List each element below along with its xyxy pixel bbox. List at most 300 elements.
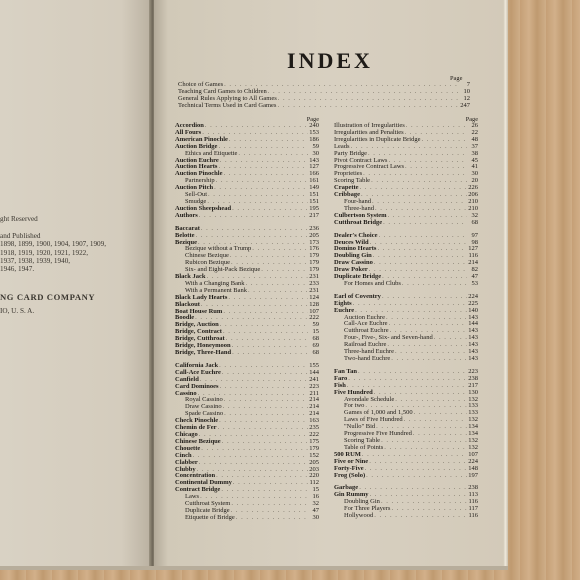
leader-dots bbox=[238, 151, 308, 158]
page-column-header: Page bbox=[450, 75, 463, 82]
index-entry bbox=[334, 294, 478, 301]
entry-page-number: 132 bbox=[468, 395, 478, 403]
entry-page-number: 210 bbox=[468, 204, 478, 212]
entry-page-number: 151 bbox=[309, 191, 319, 199]
entry-page-number: 47 bbox=[471, 273, 478, 281]
entry-page-number: 22 bbox=[471, 128, 478, 136]
entry-label: Progressive Contract Laws bbox=[334, 163, 405, 171]
entry-label: Laws bbox=[185, 493, 200, 501]
leader-dots bbox=[223, 309, 308, 316]
entry-page-number: 48 bbox=[471, 135, 478, 143]
leader-dots bbox=[220, 158, 308, 165]
entry-label: Chouette bbox=[175, 444, 201, 452]
entry-label: Auction Pitch bbox=[175, 184, 214, 192]
entry-page-number: 144 bbox=[309, 368, 319, 376]
leader-dots bbox=[414, 410, 467, 417]
entry-label: Cinch bbox=[175, 451, 192, 459]
index-subentry bbox=[334, 281, 478, 288]
entry-label: Concentration bbox=[175, 472, 216, 480]
index-entry bbox=[175, 309, 319, 316]
entry-label: Check Pinochle bbox=[175, 417, 219, 425]
entry-label: Sell-Out bbox=[185, 191, 208, 199]
entry-page-number: 16 bbox=[312, 493, 319, 501]
entry-label: Continental Dummy bbox=[175, 479, 232, 487]
entry-page-number: 217 bbox=[309, 211, 319, 219]
entry-label: Black Jack bbox=[175, 273, 206, 281]
entry-label: Clabber bbox=[175, 458, 198, 466]
entry-page-number: 175 bbox=[309, 437, 319, 445]
leader-dots bbox=[353, 301, 467, 308]
leader-dots bbox=[221, 487, 308, 494]
entry-page-number: 238 bbox=[468, 484, 478, 492]
entry-page-number: 7 bbox=[466, 81, 470, 88]
entry-page-number: 134 bbox=[468, 423, 478, 431]
index-entry bbox=[334, 369, 478, 376]
entry-label: Earl of Coventry bbox=[334, 292, 381, 300]
leader-dots bbox=[369, 267, 467, 274]
leader-dots bbox=[371, 178, 467, 185]
leader-dots bbox=[208, 192, 308, 199]
book-bottom-edge bbox=[0, 566, 508, 570]
entry-label: Four-, Five-, Six- and Seven-hand bbox=[344, 334, 433, 342]
entry-page-number: 149 bbox=[309, 184, 319, 192]
entry-page-number: 128 bbox=[309, 300, 319, 308]
entry-label: Etiquette of Bridge bbox=[185, 513, 235, 521]
entry-label: California Jack bbox=[175, 361, 219, 369]
entry-page-number: 144 bbox=[468, 320, 478, 328]
leader-dots bbox=[268, 89, 459, 96]
entry-page-number: 179 bbox=[309, 266, 319, 274]
entry-page-number: 98 bbox=[471, 238, 478, 246]
entry-page-number: 236 bbox=[309, 224, 319, 232]
leader-dots bbox=[404, 417, 467, 424]
entry-page-number: 20 bbox=[471, 177, 478, 185]
entry-label: Chemin de Fer bbox=[175, 424, 217, 432]
entry-page-number: 186 bbox=[309, 135, 319, 143]
entry-label: Irregularities and Penalties bbox=[334, 128, 404, 136]
index-entry bbox=[334, 137, 478, 144]
index-entry bbox=[334, 301, 478, 308]
leader-dots bbox=[223, 329, 308, 336]
entry-page-number: 214 bbox=[309, 396, 319, 404]
entry-label: Hollywood bbox=[344, 512, 374, 520]
entry-page-number: 222 bbox=[309, 430, 319, 438]
leader-dots bbox=[216, 178, 308, 185]
entry-page-number: 130 bbox=[468, 388, 478, 396]
entry-label: Card Dominoes bbox=[175, 382, 219, 390]
entry-label: Three-hand Euchre bbox=[344, 348, 394, 356]
entry-label: Chinese Bezique bbox=[185, 252, 229, 260]
leader-dots bbox=[220, 322, 308, 329]
entry-page-number: 143 bbox=[468, 313, 478, 321]
entry-label: Authors bbox=[175, 211, 198, 219]
leader-dots bbox=[229, 137, 308, 144]
entry-label: "Nullo" Bid bbox=[344, 423, 376, 431]
entry-page-number: 132 bbox=[468, 436, 478, 444]
entry-page-number: 143 bbox=[468, 341, 478, 349]
leader-dots bbox=[370, 240, 467, 247]
leader-dots bbox=[219, 363, 308, 370]
entry-page-number: 179 bbox=[309, 259, 319, 267]
entry-label: Baccarat bbox=[175, 224, 200, 232]
leader-dots bbox=[389, 321, 468, 328]
leader-dots bbox=[232, 350, 308, 357]
entry-page-number: 166 bbox=[309, 170, 319, 178]
entry-label: General Rules Applying to All Games bbox=[178, 94, 277, 102]
entry-page-number: 231 bbox=[309, 273, 319, 281]
entry-label: Choice of Games bbox=[178, 81, 224, 88]
index-entry bbox=[175, 350, 319, 357]
leader-dots bbox=[372, 199, 467, 206]
index-entry bbox=[334, 376, 478, 383]
entry-page-number: 214 bbox=[309, 410, 319, 418]
entry-page-number: 127 bbox=[309, 163, 319, 171]
index-subentry bbox=[334, 513, 478, 520]
index-entry bbox=[178, 103, 470, 110]
entry-label: For Homes and Clubs bbox=[344, 279, 401, 287]
left-page-line: 1918, 1919, 1920, 1921, 1922, bbox=[0, 249, 89, 257]
entry-label: Auction Euchre bbox=[344, 313, 385, 321]
leader-dots bbox=[382, 294, 467, 301]
entry-page-number: 241 bbox=[309, 375, 319, 383]
entry-page-number: 15 bbox=[312, 328, 319, 336]
left-page-line: 1898, 1899, 1900, 1904, 1907, 1909, bbox=[0, 240, 107, 248]
entry-page-number: 124 bbox=[309, 293, 319, 301]
leader-dots bbox=[232, 343, 308, 350]
leader-dots bbox=[362, 452, 467, 459]
entry-page-number: 32 bbox=[312, 500, 319, 508]
entry-label: Technical Terms Used in Card Games bbox=[178, 101, 277, 109]
leader-dots bbox=[361, 192, 467, 199]
leader-dots bbox=[373, 253, 467, 260]
index-subentry bbox=[334, 356, 478, 363]
index-entry bbox=[175, 446, 319, 453]
entry-label: Auction Euchre bbox=[175, 156, 219, 164]
leader-dots bbox=[231, 501, 308, 508]
leader-dots bbox=[395, 397, 467, 404]
entry-label: Pivot Contract Laws bbox=[334, 156, 388, 164]
leader-dots bbox=[199, 460, 308, 467]
entry-label: Doubling Gin bbox=[344, 498, 380, 506]
entry-label: Boodle bbox=[175, 314, 195, 322]
entry-label: 500 RUM bbox=[334, 450, 361, 458]
entry-page-number: 240 bbox=[309, 122, 319, 129]
entry-label: Deuces Wild bbox=[334, 238, 369, 246]
entry-label: Doubling Gin bbox=[334, 252, 372, 260]
entry-page-number: 112 bbox=[309, 479, 319, 487]
left-page-line: ght Reserved bbox=[0, 215, 38, 223]
entry-page-number: 12 bbox=[463, 94, 470, 102]
entry-page-number: 15 bbox=[312, 486, 319, 494]
entry-label: Illustration of Irregularities bbox=[334, 122, 405, 129]
entry-label: Cutthroat Euchre bbox=[344, 327, 389, 335]
leader-dots bbox=[233, 480, 308, 487]
entry-label: Euchre bbox=[334, 306, 355, 314]
leader-dots bbox=[218, 164, 308, 171]
left-page-line: and Published bbox=[0, 232, 41, 240]
leader-dots bbox=[391, 506, 467, 513]
general-entries bbox=[178, 82, 470, 110]
leader-dots bbox=[388, 213, 467, 220]
entry-page-number: 107 bbox=[468, 450, 478, 458]
leader-dots bbox=[421, 137, 467, 144]
index-page bbox=[154, 0, 506, 568]
entry-label: All Fours bbox=[175, 128, 202, 136]
entry-label: Bridge, Contract bbox=[175, 328, 222, 336]
leader-dots bbox=[370, 492, 468, 499]
entry-label: Bridge, Three-Hand bbox=[175, 349, 232, 356]
entry-label: Faro bbox=[334, 374, 348, 382]
leader-dots bbox=[365, 466, 467, 473]
entry-page-number: 151 bbox=[309, 197, 319, 205]
entry-page-number: 82 bbox=[471, 266, 478, 274]
entry-label: Six- and Eight-Pack Bezique bbox=[185, 266, 261, 274]
entry-page-number: 205 bbox=[309, 458, 319, 466]
entry-label: Black Lady Hearts bbox=[175, 293, 228, 301]
entry-page-number: 214 bbox=[468, 259, 478, 267]
entry-label: Auction Pinochle bbox=[175, 170, 223, 178]
leader-dots bbox=[228, 295, 308, 302]
entry-page-number: 116 bbox=[468, 512, 478, 520]
index-subentry bbox=[175, 515, 319, 522]
entry-label: Dealer's Choice bbox=[334, 231, 378, 239]
entry-label: Ethics and Etiquette bbox=[185, 149, 238, 157]
entry-page-number: 153 bbox=[309, 128, 319, 136]
leader-dots bbox=[377, 246, 467, 253]
entry-label: Bezique bbox=[175, 238, 198, 246]
entry-page-number: 140 bbox=[468, 306, 478, 314]
leader-dots bbox=[391, 356, 467, 363]
entry-label: Gin Rummy bbox=[334, 491, 369, 499]
entry-label: For two bbox=[344, 402, 365, 410]
entry-label: Auction Sheepshead bbox=[175, 204, 232, 212]
entry-page-number: 225 bbox=[468, 299, 478, 307]
entry-page-number: 41 bbox=[471, 163, 478, 171]
leader-dots bbox=[218, 425, 308, 432]
entry-page-number: 155 bbox=[309, 361, 319, 369]
entry-page-number: 235 bbox=[309, 424, 319, 432]
left-page-line: 1937, 1938, 1939, 1940, bbox=[0, 257, 71, 265]
entry-page-number: 134 bbox=[468, 430, 478, 438]
leader-dots bbox=[375, 206, 467, 213]
leader-dots bbox=[386, 315, 467, 322]
entry-label: Cutthroat System bbox=[185, 500, 231, 508]
entry-page-number: 217 bbox=[468, 381, 478, 389]
entry-label: Scoring Table bbox=[334, 177, 371, 185]
entry-label: With a Permanent Bank bbox=[185, 286, 248, 294]
entry-label: Frog (Solo) bbox=[334, 471, 366, 479]
leader-dots bbox=[261, 267, 308, 274]
leader-dots bbox=[230, 253, 308, 260]
leader-dots bbox=[379, 233, 467, 240]
entry-page-number: 222 bbox=[309, 314, 319, 322]
entry-page-number: 37 bbox=[471, 142, 478, 150]
entry-page-number: 210 bbox=[468, 197, 478, 205]
leader-dots bbox=[381, 499, 467, 506]
leader-dots bbox=[201, 446, 308, 453]
entry-label: With a Changing Bank bbox=[185, 279, 245, 287]
entry-page-number: 247 bbox=[460, 101, 470, 109]
entry-label: Cassino bbox=[175, 389, 197, 397]
entry-page-number: 116 bbox=[468, 498, 478, 506]
entry-label: Fan Tan bbox=[334, 367, 357, 375]
entry-label: Blackout bbox=[175, 300, 200, 308]
leader-dots bbox=[277, 103, 459, 110]
entry-page-number: 132 bbox=[468, 443, 478, 451]
leader-dots bbox=[405, 164, 467, 171]
entry-label: Duplicate Bridge bbox=[334, 273, 382, 281]
leader-dots bbox=[219, 418, 308, 425]
leader-dots bbox=[205, 123, 308, 130]
entry-page-number: 97 bbox=[471, 231, 478, 239]
entry-label: Garbage bbox=[334, 484, 359, 492]
entry-page-number: 226 bbox=[468, 184, 478, 192]
leader-dots bbox=[222, 370, 308, 377]
entry-label: Clubby bbox=[175, 465, 196, 473]
entry-page-number: 211 bbox=[309, 389, 319, 397]
leader-dots bbox=[278, 96, 459, 103]
entry-label: Party Bridge bbox=[334, 149, 368, 157]
page-edge bbox=[503, 0, 508, 570]
entry-page-number: 30 bbox=[312, 513, 319, 521]
entry-page-number: 220 bbox=[309, 472, 319, 480]
entry-page-number: 173 bbox=[309, 238, 319, 246]
entry-label: American Pinochle bbox=[175, 135, 228, 143]
entry-label: Chinese Bezique bbox=[175, 437, 221, 445]
entry-label: Boat House Rum bbox=[175, 307, 223, 315]
entry-page-number: 38 bbox=[471, 149, 478, 157]
entry-page-number: 132 bbox=[468, 416, 478, 424]
entry-label: Leads bbox=[334, 142, 350, 150]
entry-page-number: 179 bbox=[309, 444, 319, 452]
entry-label: Draw Cassino bbox=[334, 259, 373, 267]
entry-label: Duplicate Bridge bbox=[185, 506, 230, 514]
entry-page-number: 143 bbox=[468, 348, 478, 356]
leader-dots bbox=[351, 144, 467, 151]
entry-label: Rubicon Bezique bbox=[185, 259, 230, 267]
leader-dots bbox=[360, 185, 467, 192]
index-column-left bbox=[175, 116, 319, 522]
entry-page-number: 69 bbox=[312, 342, 319, 350]
entry-page-number: 195 bbox=[309, 204, 319, 212]
index-column-right bbox=[334, 116, 478, 520]
leader-dots bbox=[201, 226, 308, 233]
entry-page-number: 148 bbox=[468, 464, 478, 472]
leader-dots bbox=[383, 220, 467, 227]
leader-dots bbox=[199, 213, 308, 220]
entry-page-number: 143 bbox=[468, 327, 478, 335]
entry-label: Canfield bbox=[175, 375, 199, 383]
leader-dots bbox=[395, 349, 467, 356]
entry-label: Table of Points bbox=[344, 443, 384, 451]
entry-label: Cutthroat Bridge bbox=[334, 218, 383, 226]
leader-dots bbox=[359, 485, 467, 492]
entry-label: Call-Ace Euchre bbox=[175, 368, 221, 376]
entry-label: Proprieties bbox=[334, 170, 363, 178]
entry-page-number: 47 bbox=[312, 506, 319, 514]
entry-label: Domino Hearts bbox=[334, 245, 377, 253]
entry-page-number: 163 bbox=[309, 417, 319, 425]
entry-page-number: 224 bbox=[468, 457, 478, 465]
entry-page-number: 68 bbox=[471, 218, 478, 226]
entry-page-number: 176 bbox=[309, 245, 319, 253]
entry-label: Spade Cassino bbox=[185, 410, 224, 418]
index-entry bbox=[175, 213, 319, 220]
entry-label: Four-hand bbox=[344, 197, 371, 205]
leader-dots bbox=[224, 397, 308, 404]
column-page-header: Page bbox=[306, 116, 319, 123]
index-entry bbox=[334, 473, 478, 480]
entry-page-number: 224 bbox=[468, 292, 478, 300]
entry-label: Cribbage bbox=[334, 191, 360, 199]
leader-dots bbox=[224, 171, 309, 178]
entry-label: Bridge, Auction bbox=[175, 321, 219, 329]
entry-label: Belotte bbox=[175, 231, 195, 239]
leader-dots bbox=[248, 288, 308, 295]
entry-page-number: 179 bbox=[309, 252, 319, 260]
leader-dots bbox=[220, 384, 308, 391]
entry-page-number: 30 bbox=[312, 149, 319, 157]
entry-label: Royal Cassino bbox=[185, 396, 223, 404]
leader-dots bbox=[222, 439, 308, 446]
entry-page-number: 203 bbox=[309, 465, 319, 473]
leader-dots bbox=[402, 281, 467, 288]
entry-label: Culbertson System bbox=[334, 211, 387, 219]
column-page-header: Page bbox=[465, 116, 478, 123]
entry-label: Auction Hearts bbox=[175, 163, 218, 171]
left-page-line: 1946, 1947. bbox=[0, 265, 35, 273]
entry-page-number: 59 bbox=[312, 321, 319, 329]
entry-label: Two-hand Euchre bbox=[344, 355, 391, 362]
entry-page-number: 53 bbox=[471, 279, 478, 287]
entry-page-number: 113 bbox=[468, 491, 478, 499]
leader-dots bbox=[374, 260, 467, 267]
leader-dots bbox=[366, 473, 467, 480]
leader-dots bbox=[358, 369, 467, 376]
leader-dots bbox=[434, 335, 467, 342]
entry-label: Laws of Five Hundred bbox=[344, 416, 403, 424]
entry-page-number: 205 bbox=[309, 231, 319, 239]
entry-label: Crapette bbox=[334, 184, 359, 192]
entry-label: Scoring Table bbox=[344, 436, 381, 444]
entry-page-number: 45 bbox=[471, 156, 478, 164]
leader-dots bbox=[224, 411, 308, 418]
entry-label: Fish bbox=[334, 381, 346, 389]
leader-dots bbox=[406, 123, 467, 130]
entry-label: Contract Bridge bbox=[175, 486, 221, 494]
entry-label: Chicago bbox=[175, 430, 198, 438]
leader-dots bbox=[214, 185, 308, 192]
entry-label: Irregularities in Duplicate Bridge bbox=[334, 135, 421, 143]
leader-dots bbox=[413, 431, 467, 438]
leader-dots bbox=[226, 336, 308, 343]
entry-page-number: 143 bbox=[468, 334, 478, 342]
entry-label: Bridge, Cutthroat bbox=[175, 335, 225, 343]
entry-label: Smudge bbox=[185, 197, 207, 205]
entry-page-number: 30 bbox=[471, 170, 478, 178]
entry-label: Avondale Schedule bbox=[344, 395, 395, 403]
entry-page-number: 152 bbox=[309, 451, 319, 459]
leader-dots bbox=[223, 404, 308, 411]
entry-label: Auction Bridge bbox=[175, 142, 218, 150]
leader-dots bbox=[381, 438, 467, 445]
entry-label: For Three Players bbox=[344, 505, 391, 513]
leader-dots bbox=[348, 376, 467, 383]
entry-page-number: 26 bbox=[471, 122, 478, 129]
entry-label: Railroad Euchre bbox=[344, 341, 387, 349]
entry-page-number: 10 bbox=[463, 87, 470, 95]
entry-label: Bridge, Honeymoon bbox=[175, 342, 231, 350]
